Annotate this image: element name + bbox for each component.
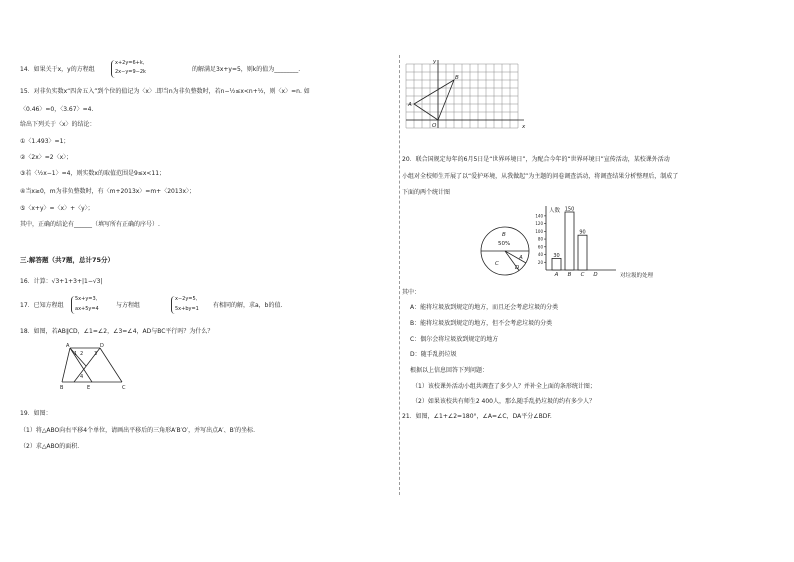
q18-angle-3: 3 [94, 351, 98, 357]
q20-ask: 根据以上信息回答下列问题： [410, 367, 489, 374]
q20-line3: 下面的两个统计图 [402, 189, 451, 196]
bar-y-tick-label: 120 [535, 221, 543, 227]
q19-title: 19．如图： [20, 410, 52, 417]
q20-optD: D：随手乱扔垃圾 [410, 351, 457, 358]
q15-c1: ①〈1.493〉=1； [20, 138, 70, 145]
bar-A [552, 258, 561, 270]
q17-b1: x−2y=5, [175, 296, 198, 302]
grid-label-y: y [433, 59, 437, 65]
q18-angle-4: 4 [80, 374, 84, 380]
q20-line1: 20．联合国规定每年的6月5日是“世界环境日”，为配合今年的“世界环境日”宣传活动，某校课外活动 [402, 156, 670, 163]
bar-ylabel: 人数 [549, 208, 561, 214]
grid-label-x: x [522, 124, 526, 130]
bar-xlabel: 对垃圾的处理 [620, 273, 654, 279]
bar-C [578, 235, 587, 270]
q21: 21．如图，∠1+∠2=180°，∠A=∠C，DA平分∠BDF. [402, 413, 552, 420]
pie-label-pct: 50% [498, 241, 511, 247]
q20-optA: A：能将垃圾放到规定的地方，而且还会考虑垃圾的分类 [410, 304, 559, 311]
bar-y-tick-label: 60 [537, 244, 543, 250]
q18-label-A: A [66, 343, 70, 349]
pie-label-A: A [519, 255, 523, 261]
q18-label-C: C [122, 385, 126, 391]
bar-cat-C: C [580, 272, 585, 278]
triangle-ABO [414, 80, 454, 120]
q20-line2: 小组对全校师生开展了以“爱护环境，从我做起”为主题的问卷调查活动，将调查结果分析整理后，制成了 [402, 173, 679, 180]
q19-p1: （1）将△ABO向右平移4个单位，请画出平移后的三角形A′B′O′，并写出点A′、B′的坐标. [20, 427, 255, 434]
q18-label-E: E [87, 385, 91, 391]
q18-figure [60, 340, 140, 390]
q19-p2: （2）求△ABO的面积. [20, 443, 80, 450]
q20-s2: （2）如果该校共有师生2 400人，那么随手乱扔垃圾的约有多少人？ [412, 398, 595, 405]
bar-y-tick-label: 80 [537, 236, 543, 242]
q20-s1: （1）该校课外活动小组共调查了多少人？并补全上面的条形统计图； [412, 383, 596, 390]
grid-label-O: O [432, 123, 437, 129]
pie-chart [479, 225, 531, 277]
pie-label-B: B [502, 232, 506, 238]
q18-label-D: D [100, 343, 104, 349]
q15-line3: 给出下列关于〈x〉的结论： [20, 121, 96, 128]
q16: 16．计算：√3+1+3+|1−√3| [20, 278, 103, 285]
q17-a1: 5x+y=3, [75, 296, 98, 302]
bar-value-B: 150 [564, 206, 575, 213]
q14-eq2: 2x−y=9−2k [115, 69, 146, 75]
pie-label-C: C [495, 261, 499, 267]
pie-label-D: D [515, 265, 520, 271]
bar-cat-A: A [554, 272, 559, 278]
bar-y-tick-label: 140 [535, 213, 543, 219]
q14-pre: 14．如果关于x，y的方程组 [20, 66, 95, 73]
bar-cat-B: B [567, 272, 572, 278]
q20-note: 其中： [402, 289, 421, 296]
grid-label-B: B [455, 75, 459, 81]
bar-y-tick-label: 20 [537, 259, 543, 265]
q14-post: 的解满足3x+y=5，则k的值为________. [192, 66, 301, 73]
q20-optC: C：偶尔会将垃圾放到规定的地方 [410, 336, 499, 343]
q17-a2: ax+5y=4 [75, 306, 99, 312]
q17-post: 有相同的解，求a，b的值. [213, 302, 283, 309]
q14-eq1: x+2y=6+k, [115, 60, 145, 66]
bar-B [565, 212, 574, 270]
q18-angle-2: 2 [80, 351, 84, 357]
q15-line1: 15．对非负实数x“四舍五入”到个位的值记为〈x〉.即当n为非负整数时，若n−½≤x<n+½，则〈x〉=n. 如 [20, 88, 310, 95]
q18-angle-1: 1 [74, 351, 78, 357]
q18: 18．如图，若AB∥CD，∠1=∠2，∠3=∠4，AD与BC平行吗？为什么？ [20, 328, 214, 335]
q15-c5: ⑤〈x+y〉=〈x〉+〈y〉； [20, 205, 94, 212]
grid-label-A: A [408, 102, 412, 108]
q15-line4: 其中，正确的结论有______（填写所有正确的序号）. [20, 221, 160, 228]
q17-mid: 与方程组 [116, 302, 141, 309]
q17-pre: 17．已知方程组 [20, 302, 64, 309]
bar-cat-D: D [593, 272, 598, 278]
q15-line2: 〈0.46〉=0，〈3.67〉=4. [20, 106, 94, 113]
q20-optB: B：能将垃圾放到规定的地方，但不会考虑垃圾的分类 [410, 320, 553, 327]
bar-value-A: 30 [553, 252, 560, 259]
q15-c2: ②〈2x〉=2〈x〉； [20, 154, 73, 161]
bar-chart [535, 204, 668, 282]
bar-y-tick-label: 100 [535, 228, 543, 234]
bar-y-tick-label: 40 [537, 252, 543, 258]
section-3-heading: 三.解答题（共7题，总计75分） [20, 256, 115, 264]
q15-c3: ③若〈½x−1〉=4，则实数x的取值范围是9≤x<11； [20, 170, 166, 177]
q18-label-B: B [60, 385, 64, 391]
q15-c4: ④当x≥0，m为非负整数时，有〈m+2013x〉=m+〈2013x〉； [20, 188, 196, 195]
bar-value-C: 90 [579, 229, 586, 236]
q17-b2: 5x+by=1 [175, 306, 199, 312]
q19-coordinate-grid [400, 58, 530, 136]
